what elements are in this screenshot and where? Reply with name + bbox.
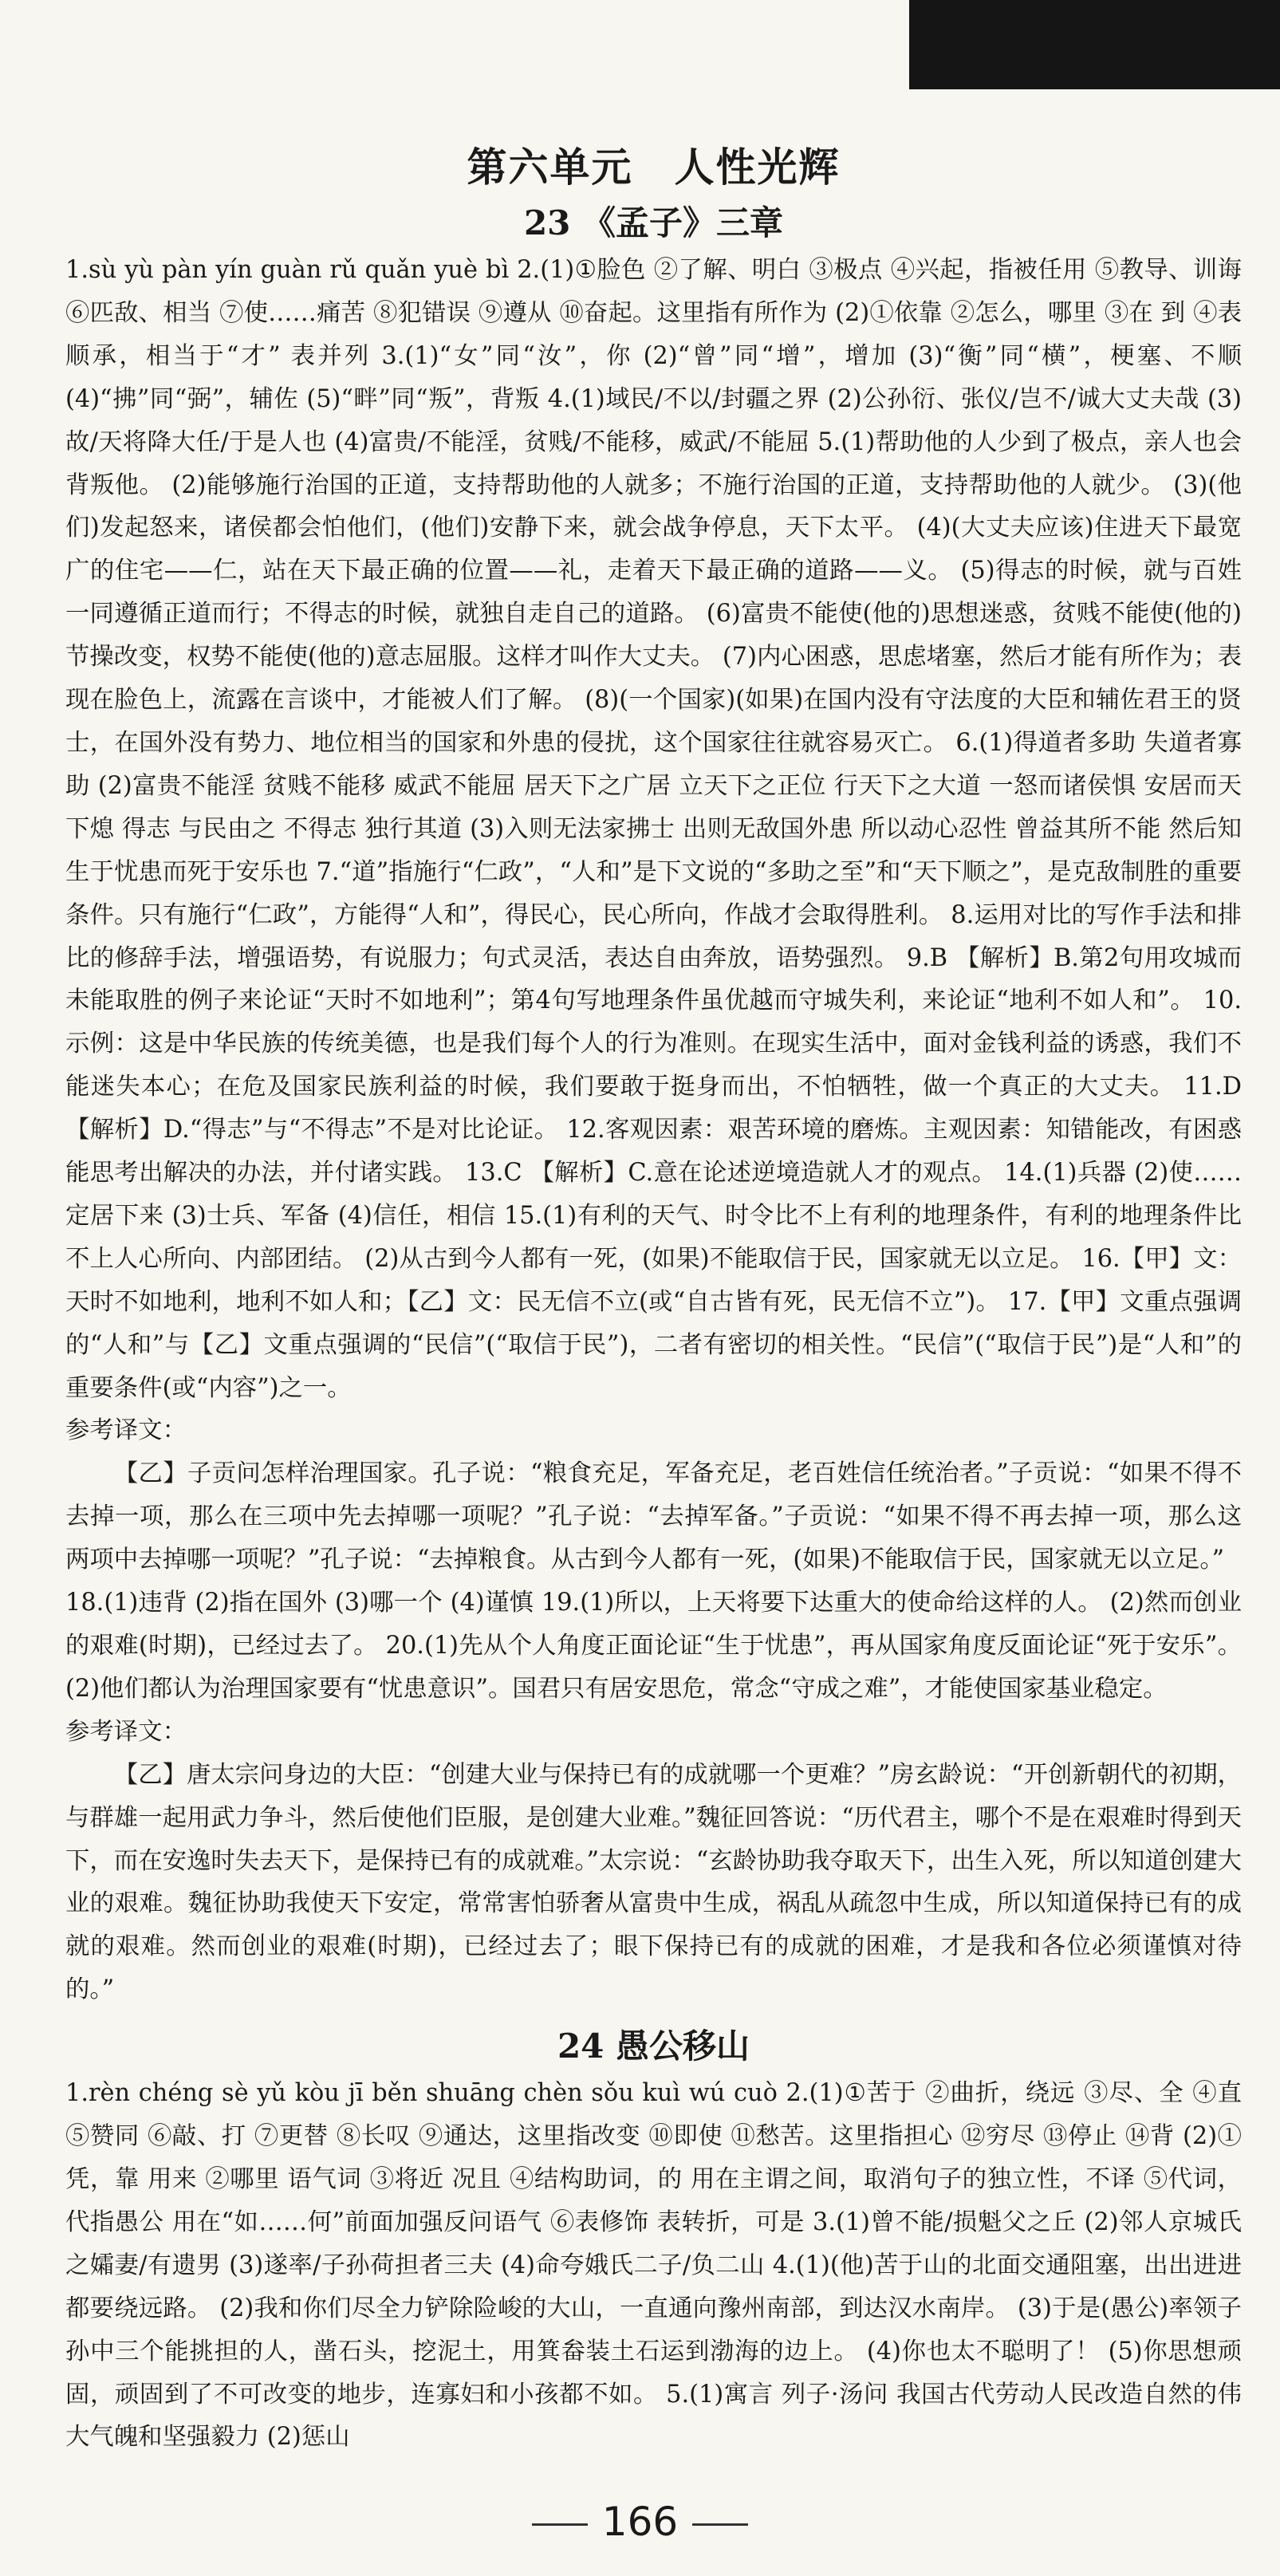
answer-content (65, 142, 1242, 2459)
reference-translation-label: 参考译文： (65, 1416, 187, 1445)
page-number-dash-right (692, 2523, 748, 2526)
lesson-24-answers: 1.rèn chéng sè yǔ kòu jī běn shuāng chèn sǒu kuì wú cuò 2.(1)①苦于 ②曲折，绕远 ③尽、全 ④直 ⑤赞同 ⑥敲、打 ⑦更替 ⑧长叹 ⑨通达，这里指改变 ⑩即使 ⑪愁苦。这里指担心 ⑫穷尽 ⑬停止 ⑭背 (2)①凭，靠 用来 ②哪里 语气词 ③将近 况且 ④结构助词，的 用在主谓之间，取消句子的独立性，不译 ⑤代词，代指愚公 用在“如……何”前面加强反问语气 ⑥表修饰 表转折，可是 3.(1)曾不能/损魁父之丘 (2)邻人京城氏之孀妻/有遗男 (3)遂率/子孙荷担者三夫 (4)命夸娥氏二子/负二山 4.(1)(他)苦于山的北面交通阻塞，出出进进都要绕远路。 (2)我和你们尽全力铲除险峻的大山，一直通向豫州南部，到达汉水南岸。 (3)于是(愚公)率领子孙中三个能挑担的人，凿石头，挖泥土，用箕畚装土石运到渤海的边上。 (4)你也太不聪明了！ (5)你思想顽固，顽固到了不可改变的地步，连寡妇和小孩都不如。 5.(1)寓言 列子·汤问 我国古代劳动人民改造自然的伟大气魄和坚强毅力 (2)惩山 (65, 2079, 1242, 2452)
page-number (0, 2498, 1280, 2546)
reference-translation-label: 参考译文： (65, 1717, 187, 1746)
reference-translation: 【乙】唐太宗问身边的大臣：“创建大业与保持已有的成就哪一个更难？”房玄龄说：“开创新朝代的初期，与群雄一起用武力争斗，然后使他们臣服，是创建大业难。”魏征回答说：“历代君主，哪个不是在艰难时得到天下，而在安逸时失去天下，是保持已有的成就难。”太宗说：“玄龄协助我夺取天下，出生入死，所以知道创建大业的艰难。魏征协助我使天下安定，常常害怕骄奢从富贵中生成，祸乱从疏忽中生成，所以知道保持已有的成就的艰难。然而创业的艰难(时期)，已经过去了；眼下保持已有的成就的困难，才是我和各位必须谨慎对待的。” (65, 1760, 1242, 2004)
top-edge-bar (909, 0, 1280, 89)
lesson-24-title: 24 愚公移山 (557, 2027, 750, 2066)
page-number-dash-left (532, 2523, 588, 2526)
lesson-23-title: 23 《孟子》三章 (523, 203, 784, 242)
lesson-23-answers-continued: 18.(1)违背 (2)指在国外 (3)哪一个 (4)谨慎 19.(1)所以，上天将要下达重大的使命给这样的人。 (2)然而创业的艰难(时期)，已经过去了。 20.(1)先从个人角度正面论证“生于忧患”，再从国家角度反面论证“死于安乐”。 (2)他们都认为治理国家要有“忧患意识”。国君只有居安思危，常念“守成之难”，才能使国家基业稳定。 (65, 1589, 1242, 1703)
page-number-value: 166 (601, 2499, 679, 2545)
chapter-title: 第六单元 人性光辉 (467, 144, 841, 191)
lesson-23-answers: 1.sù yù pàn yín guàn rǔ quǎn yuè bì 2.(1)①脸色 ②了解、明白 ③极点 ④兴起，指被任用 ⑤教导、训诲 ⑥匹敌、相当 ⑦使……痛苦 ⑧犯错误 ⑨遵从 ⑩奋起。这里指有所作为 (2)①依靠 ②怎么，哪里 ③在 到 ④表顺承，相当于“才” 表并列 3.(1)“女”同“汝”，你 (2)“曾”同“增”，增加 (3)“衡”同“横”，梗塞、不顺 (4)“拂”同“弼”，辅佐 (5)“畔”同“叛”，背叛 4.(1)域民/不以/封疆之界 (2)公孙衍、张仪/岂不/诚大丈夫哉 (3)故/天将降大任/于是人也 (4)富贵/不能淫，贫贱/不能移，威武/不能屈 5.(1)帮助他的人少到了极点，亲人也会背叛他。 (2)能够施行治国的正道，支持帮助他的人就多；不施行治国的正道，支持帮助他的人就少。 (3)(他们)发起怒来，诸侯都会怕他们，(他们)安静下来，就会战争停息，天下太平。 (4)(大丈夫应该)住进天下最宽广的住宅——仁，站在天下最正确的位置——礼，走着天下最正确的道路——义。 (5)得志的时候，就与百姓一同遵循正道而行；不得志的时候，就独自走自己的道路。 (6)富贵不能使(他的)思想迷惑，贫贱不能使(他的)节操改变，权势不能使(他的)意志屈服。这样才叫作大丈夫。 (7)内心困惑，思虑堵塞，然后才能有所作为；表现在脸色上，流露在言谈中，才能被人们了解。 (8)(一个国家)(如果)在国内没有守法度的大臣和辅佐君王的贤士，在国外没有势力、地位相当的国家和外患的侵扰，这个国家往往就容易灭亡。 6.(1)得道者多助 失道者寡助 (2)富贵不能淫 贫贱不能移 威武不能屈 居天下之广居 立天下之正位 行天下之大道 一怒而诸侯惧 安居而天下熄 得志 与民由之 不得志 独行其道 (3)入则无法家拂士 出则无敌国外患 所以动心忍性 曾益其所不能 然后知生于忧患而死于安乐也 7.“道”指施行“仁政”，“人和”是下文说的“多助之至”和“天下顺之”，是克敌制胜的重要条件。只有施行“仁政”，方能得“人和”，得民心，民心所向，作战才会取得胜利。 8.运用对比的写作手法和排比的修辞手法，增强语势，有说服力；句式灵活，表达自由奔放，语势强烈。 9.B 【解析】B.第2句用攻城而未能取胜的例子来论证“天时不如地利”；第4句写地理条件虽优越而守城失利，来论证“地利不如人和”。 10.示例：这是中华民族的传统美德，也是我们每个人的行为准则。在现实生活中，面对金钱利益的诱惑，我们不能迷失本心；在危及国家民族利益的时候，我们要敢于挺身而出，不怕牺牲，做一个真正的大丈夫。 11.D 【解析】D.“得志”与“不得志”不是对比论证。 12.客观因素：艰苦环境的磨炼。主观因素：知错能改，有困惑能思考出解决的办法，并付诸实践。 13.C 【解析】C.意在论述逆境造就人才的观点。 14.(1)兵器 (2)使……定居下来 (3)士兵、军备 (4)信任，相信 15.(1)有利的天气、时令比不上有利的地理条件，有利的地理条件比不上人心所向、内部团结。 (2)从古到今人都有一死，(如果)不能取信于民，国家就无以立足。 16.【甲】文：天时不如地利，地利不如人和；【乙】文：民无信不立(或“自古皆有死，民无信不立”)。 17.【甲】文重点强调的“人和”与【乙】文重点强调的“民信”(“取信于民”)，二者有密切的相关性。“民信”(“取信于民”)是“人和”的重要条件(或“内容”)之一。 (65, 256, 1242, 1402)
reference-translation: 【乙】子贡问怎样治理国家。孔子说：“粮食充足，军备充足，老百姓信任统治者。”子贡说：“如果不得不去掉一项，那么在三项中先去掉哪一项呢？”孔子说：“去掉军备。”子贡说：“如果不得不再去掉一项，那么这两项中去掉哪一项呢？”孔子说：“去掉粮食。从古到今人都有一死，(如果)不能取信于民，国家就无以立足。” (65, 1459, 1242, 1574)
